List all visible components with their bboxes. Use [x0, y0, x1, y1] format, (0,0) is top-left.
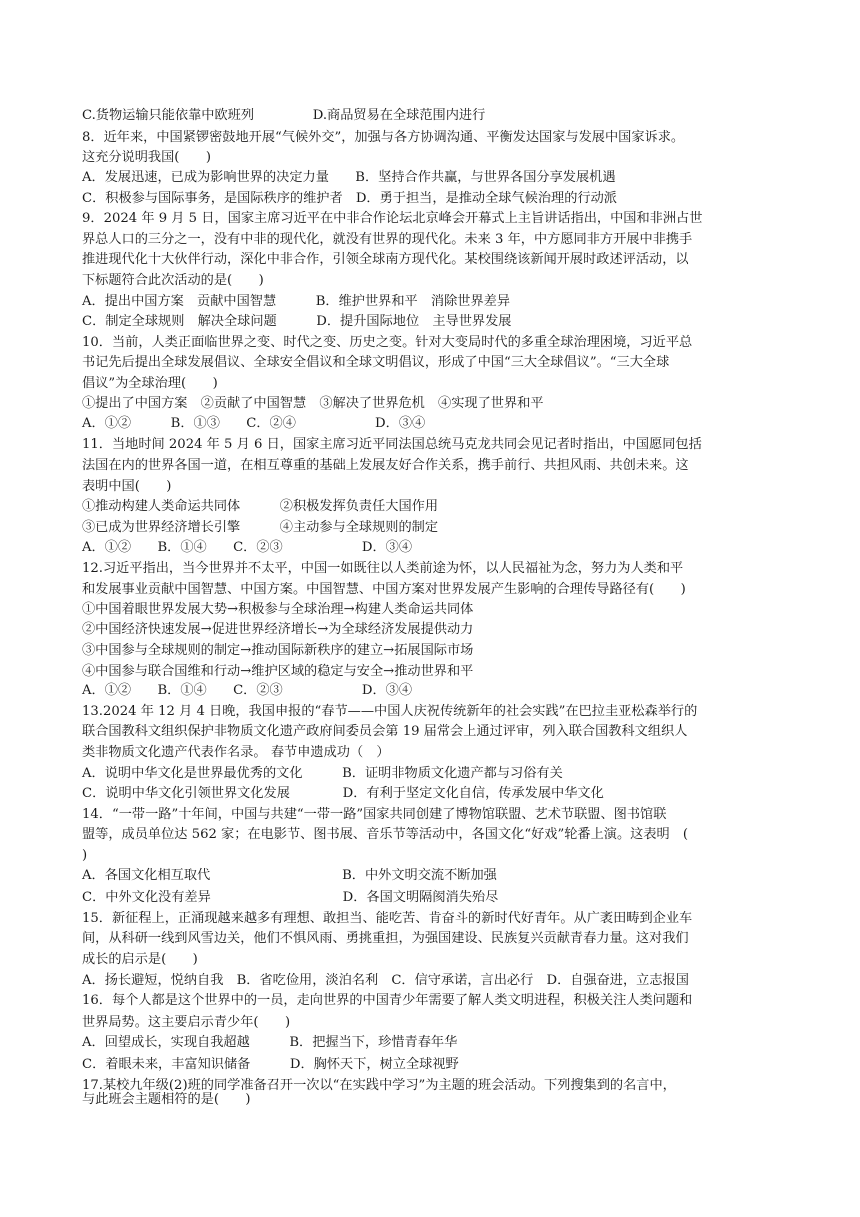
text-line: ③中国参与全球规则的制定→推动国际新秩序的建立→拓展国际市场: [82, 643, 474, 658]
text-line: 和发展事业贡献中国智慧、中国方案。中国智慧、中国方案对世界发展产生影响的合理传导路径有( ): [82, 582, 686, 597]
text-line: ①中国着眼世界发展大势→积极参与全球治理→构建人类命运共同体: [82, 602, 474, 617]
text-line: 推进现代化十大伙伴行动，深化中非合作，引领全球南方现代化。某校围绕该新闻开展时政述评活动，以: [82, 252, 689, 267]
text-line: ①推动构建人类命运共同体 ②积极发挥负责任大国作用: [82, 499, 439, 514]
text-line: A．发展迅速，已成为影响世界的决定力量 B．坚持合作共赢，与世界各国分享发展机遇: [82, 170, 616, 185]
text-line: C．着眼未来，丰富知识储备 D．胸怀天下，树立全球视野: [82, 1057, 459, 1072]
text-line: C．制定全球规则 解决全球问题 D．提升国际地位 主导世界发展: [82, 314, 512, 329]
text-line: A．回望成长，实现自我超越 B．把握当下，珍惜青春年华: [82, 1035, 458, 1050]
text-line: ④中国参与联合国维和行动→维护区域的稳定与安全→推动世界和平: [82, 664, 474, 679]
text-line: 16．每个人都是这个世界中的一员，走向世界的中国青少年需要了解人类文明进程，积极关注人类问题和: [82, 993, 693, 1008]
text-line: 成长的启示是( ): [82, 952, 198, 967]
text-line: 15．新征程上，正涌现越来越多有理想、敢担当、能吃苦、肯奋斗的新时代好青年。从广袤田畴到企业车: [82, 911, 693, 926]
text-line: 表明中国( ): [82, 479, 172, 494]
text-line: ①提出了中国方案 ②贡献了中国智慧 ③解决了世界危机 ④实现了世界和平: [82, 396, 544, 411]
text-line: C．中外文化没有差异 D．各国文明隔阂消失殆尽: [82, 890, 499, 905]
text-line: C．说明中华文化引领世界文化发展 D．有利于坚定文化自信，传承发展中华文化: [82, 786, 604, 801]
text-line: 13.2024 年 12 月 4 日晚，我国申报的“春节——中国人庆祝传统新年的社会实践”在巴拉圭亚松森举行的: [82, 704, 698, 719]
text-line: 11．当地时间 2024 年 5 月 6 日，国家主席习近平同法国总统马克龙共同会见记者时指出，中国愿同包括: [82, 437, 702, 452]
text-line: 间，从科研一线到风雪边关，他们不惧风雨、勇挑重担，为强国建设、民族复兴贡献青春力量。这对我们: [82, 931, 689, 946]
text-line: A．各国文化相互取代 B．中外文明交流不断加强: [82, 868, 497, 883]
text-line: C.货物运输只能依靠中欧班列 D.商品贸易在全球范围内进行: [82, 108, 486, 123]
text-line: 界总人口的三分之一，没有中非的现代化，就没有世界的现代化。未来 3 年，中方愿同非方开展中非携手: [82, 232, 693, 247]
text-line: A．扬长避短，悦纳自我 B．省吃俭用，淡泊名利 C．信守承诺，言出必行 D．自强奋进，立志报国: [82, 973, 689, 988]
text-line: C．积极参与国际事务，是国际秩序的维护者 D．勇于担当，是推动全球气候治理的行动派: [82, 191, 617, 206]
text-line: 10．当前，人类正面临世界之变、时代之变、历史之变。针对大变局时代的多重全球治理困境，习近平总: [82, 335, 693, 350]
text-line: 这充分说明我国( ): [82, 150, 211, 165]
text-line: ③已成为世界经济增长引擎 ④主动参与全球规则的制定: [82, 520, 439, 535]
text-line: 书记先后提出全球发展倡议、全球安全倡议和全球文明倡议，形成了中国“三大全球倡议”。“三大全球: [82, 355, 670, 370]
text-line: A．提出中国方案 贡献中国智慧 B．维护世界和平 消除世界差异: [82, 294, 511, 309]
text-line: 9．2024 年 9 月 5 日，国家主席习近平在中非合作论坛北京峰会开幕式上主旨讲话指出，中国和非洲占世: [82, 211, 703, 226]
text-line: 下标题符合此次活动的是( ): [82, 273, 264, 288]
text-line: 世界局势。这主要启示青少年( ): [82, 1015, 291, 1030]
text-line: 8．近年来，中国紧锣密鼓地开展“气候外交”，加强与各方协调沟通、平衡发达国家与发展中国家诉求。: [82, 130, 685, 145]
text-line: 联合国教科文组织保护非物质文化遗产政府间委员会第 19 届常会上通过评审，列入联合国教科文组织人: [82, 724, 688, 739]
text-line: ): [82, 848, 88, 863]
text-line: 17.某校九年级(2)班的同学准备召开一次以“在实践中学习”为主题的班会活动。下列搜集到的名言中，: [82, 1078, 676, 1093]
text-line: 与此班会主题相符的是( ): [82, 1092, 251, 1107]
text-line: 法国在内的世界各国一道，在相互尊重的基础上发展友好合作关系，携手前行、共担风雨、共创未来。这: [82, 458, 689, 473]
text-line: 类非物质文化遗产代表作名录。 春节申遗成功（ ）: [82, 745, 390, 760]
text-line: 12.习近平指出，当今世界并不太平，中国一如既往以人类前途为怀，以人民福祉为念，努力为人类和平: [82, 561, 684, 576]
text-line: ②中国经济快速发展→促进世界经济增长→为全球经济发展提供动力: [82, 622, 474, 637]
text-line: A．说明中华文化是世界最优秀的文化 B．证明非物质文化遗产都与习俗有关: [82, 766, 563, 781]
text-line: A．①② B．①④ C．②③ D．③④: [82, 540, 413, 555]
text-line: A．①② B．①③ C．②④ D．③④: [82, 416, 426, 431]
text-line: 14．“一带一路”十年间，中国与共建“一带一路”国家共同创建了博物馆联盟、艺术节联盟、图书馆联: [82, 807, 667, 822]
text-line: A．①② B．①④ C．②③ D．③④: [82, 683, 413, 698]
text-line: 盟等，成员单位达 562 家；在电影节、图书展、音乐节等活动中，各国文化“好戏”轮番上演。这表明 (: [82, 827, 689, 842]
text-line: 倡议”为全球治理( ): [82, 376, 218, 391]
